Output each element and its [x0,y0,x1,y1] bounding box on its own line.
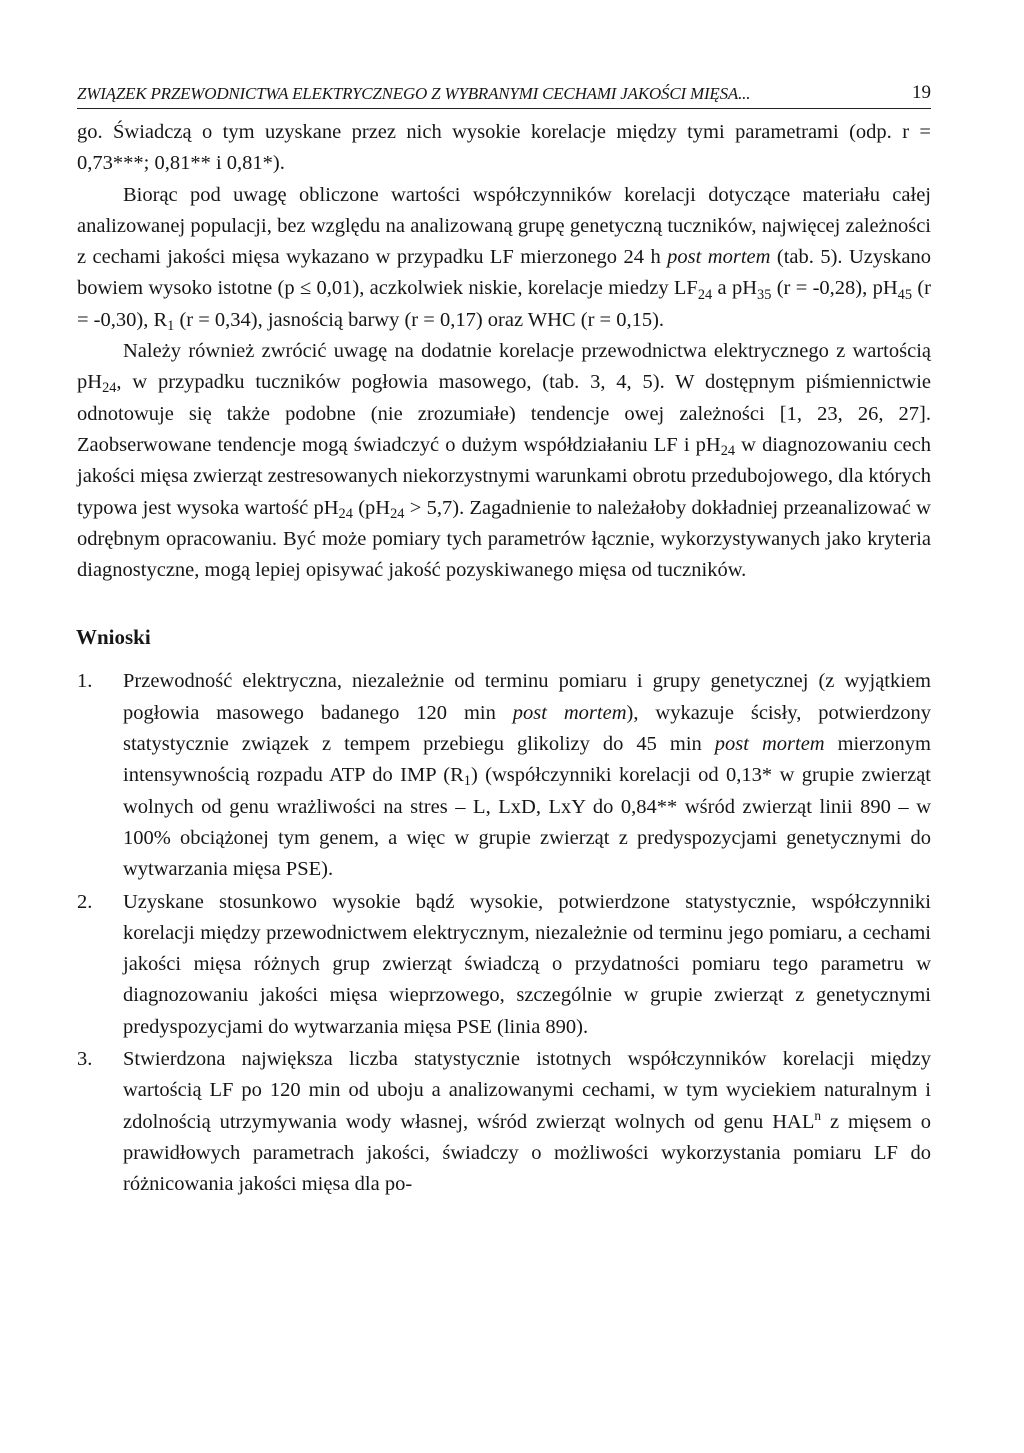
section-heading-conclusions: Wnioski [76,625,151,650]
list-item-number: 2. [77,890,93,913]
running-title: ZWIĄZEK PRZEWODNICTWA ELEKTRYCZNEGO Z WYBRANYMI CECHAMI JAKOŚCI MIĘSA... [77,84,751,103]
list-item [77,666,931,885]
list-item [77,887,931,1043]
document-page [77,78,931,1202]
list-item [77,1044,931,1200]
body-text [77,117,931,1201]
paragraph-correlations: Biorąc pod uwagę obliczone wartości współczynników korelacji dotyczące materiału całej analizowanej populacji, bez względu na analizowaną grupę genetyczną tuczników, najwięcej zależności z cechami jakości mięsa wykazano w przypadku LF mierzonego 24 h post mortem (tab. 5). Uzyskano bowiem wysoko istotne (p ≤ 0,01), aczkolwiek niskie, korelacje miedzy $LF_{24}$ a $pH_{35}$ (r = -0,28), $pH_{45}$ (r = -0,30), $R_1$ (r = 0,34), jasnością barwy (r = 0,17) oraz WHC (r = 0,15). [77,183,931,334]
list-item-text: Uzyskane stosunkowo wysokie bądź wysokie, potwierdzone statystycznie, współczynniki korelacji między przewodnictwem elektrycznym, niezależnie od terminu jego pomiaru, a cechami jakości mięsa różnych grup zwierząt świadczą o przydatności pomiaru tego parametru w diagnozowaniu jakości mięsa wieprzowego, szczególnie w grupie zwierząt z genetycznymi predyspozycjami do wytwarzania mięsa PSE (linia 890). [123,890,931,1038]
list-item-text: Przewodność elektryczna, niezależnie od terminu pomiaru i grupy genetycznej (z wyjątkiem pogłowia masowego badanego 120 min post mortem), wykazuje ścisły, potwierdzony statystycznie związek z tempem przebiegu glikolizy do 45 min post mortem mierzonym intensywnością rozpadu ATP do IMP $(R_1)$ (współczynniki korelacji od 0,13* w grupie zwierząt wolnych od genu wrażliwości na stres – L, LxD, LxY do 0,84** wśród zwierząt linii 890 – w 100% obciążonej tym genem, a więc w grupie zwierząt z predyspozycjami genetycznymi do wytwarzania mięsa PSE). [123,670,931,881]
paragraph-ph24: Należy również zwrócić uwagę na dodatnie korelacje przewodnictwa elektrycznego z wartością $pH_{24}$, w przypadku tuczników pogłowia masowego, (tab. 3, 4, 5). W dostępnym piśmiennictwie odnotowuje się także podobne (nie zrozumiałe) tendencje owej zależności [1, 23, 26, 27]. Zaobserwowane tendencje mogą świadczyć o dużym współdziałaniu LF i $pH_{24}$ w diagnozowaniu cech jakości mięsa zwierząt zestresowanych niekorzystnymi warunkami obrotu przedubojowego, dla których typowa jest wysoka wartość $pH_{24}$ $(pH_{24} > 5,7)$. Zagadnienie to należałoby dokładniej przeanalizować w odrębnym opracowaniu. Być może pomiary tych parametrów łącznie, wykorzystywanych jako kryteria diagnostyczne, mogą lepiej opisywać jakość pozyskiwanego mięsa od tuczników. [77,340,931,582]
paragraph-continuation: go. Świadczą o tym uzyskane przez nich wysokie korelacje między tymi parametrami (odp. r = 0,73***; 0,81** i 0,81*). [77,121,931,175]
list-item-text: Stwierdzona największa liczba statystycznie istotnych współczynników korelacji między wartością LF po 120 min od uboju a analizowanymi cechami, w tym wyciekiem naturalnym i zdolnością utrzymywania wody własnej, wśród zwierząt wolnych od genu HAL$^n$ z mięsem o prawidłowych parametrach jakości, świadczy o możliwości wykorzystania pomiaru LF do różnicowania jakości mięsa dla po- [123,1048,931,1196]
page-number: 19 [912,82,931,103]
conclusions-list [77,666,931,1200]
list-item-number: 1. [77,670,93,693]
running-header [77,78,931,109]
list-item-number: 3. [77,1048,93,1071]
